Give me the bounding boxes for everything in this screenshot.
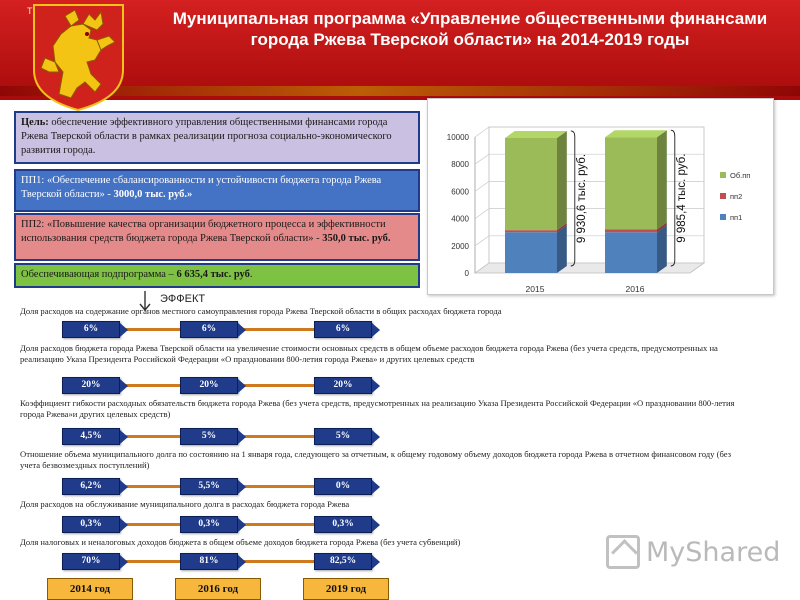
indicator-value: 0%	[314, 478, 372, 495]
bar-segment	[505, 232, 557, 273]
total-label: 9 930,6 тыс. руб.	[575, 153, 588, 244]
year-label: 2019 год	[303, 578, 389, 600]
indicator-text: Отношение объема муниципального долга по состоянию на 1 января года, следующего за отчетным, к общему годовому объему доходов бюджета города Ржева в отчетном финансовом году (без учета безвозмездных поступлений)	[20, 449, 732, 470]
indicator-text: Доля расходов бюджета города Ржева Тверской области на увеличение стоимости основных средств в общем объеме расходов бюджета города Ржева (без учета средств, предусмотренных на реализацию Указа Президента Российской Федерации «О праздновании 800-летия города Ржева» и других целевых средств	[20, 343, 718, 364]
bar-segment-side	[657, 130, 667, 229]
x-tick-label: 2015	[525, 284, 545, 294]
indicator-text: Доля расходов на обслуживание муниципального долга в расходах бюджета города Ржева	[20, 499, 350, 509]
x-tick-label: 2016	[625, 284, 645, 294]
goal-text: обеспечение эффективного управления общественными финансами города Ржева Тверской области в рамках реализации прогноза социально-экономического развития города.	[21, 117, 392, 156]
indicator-value: 5%	[314, 428, 372, 445]
legend-label: пп2	[730, 192, 743, 201]
bar-segment	[605, 229, 657, 232]
support-subprogram-box	[14, 263, 420, 288]
indicator-arrow-row	[0, 377, 400, 394]
indicator-value: 5,5%	[180, 478, 238, 495]
legend-label: Об.пп	[730, 171, 751, 180]
subprogram-2-box	[14, 213, 420, 261]
indicator-text: Доля расходов на содержание органов местного самоуправления города Ржева Тверской области в общих расходах бюджета города	[20, 306, 502, 316]
support-subprogram-text: Обеспечивающая подпрограмма –	[21, 269, 177, 280]
watermark-text: MyShared	[646, 536, 781, 568]
budget-chart-svg	[428, 99, 775, 296]
bar-segment-side	[657, 225, 667, 273]
subprogram-1-box	[14, 169, 420, 212]
budget-chart	[427, 98, 774, 295]
bar-segment	[605, 137, 657, 229]
indicator-value: 4,5%	[62, 428, 120, 445]
indicator-arrow-row	[0, 428, 400, 445]
legend-swatch	[720, 214, 726, 220]
support-subprogram-tail: .	[249, 269, 253, 280]
y-tick-label: 0	[464, 269, 469, 278]
indicator-text: Доля налоговых и неналоговых доходов бюджета в общем объеме доходов бюджета города Ржева (без учета субвенций)	[20, 537, 461, 547]
legend-swatch	[720, 172, 726, 178]
bar-segment-side	[557, 131, 567, 230]
y-tick-label: 6000	[451, 187, 469, 197]
indicator-value: 81%	[180, 553, 238, 570]
indicator-value: 20%	[314, 377, 372, 394]
lion-coat-of-arms-icon	[31, 2, 126, 112]
bar-segment	[605, 232, 657, 273]
goal-box	[14, 111, 420, 164]
watermark	[606, 535, 780, 569]
page-title: Муниципальная программа «Управление общественными финансами города Ржева Тверской области» на 2014-2019 годы	[172, 9, 768, 49]
indicator-value: 0,3%	[314, 516, 372, 533]
indicator-arrow-row	[0, 553, 400, 570]
watermark-icon	[606, 535, 640, 569]
indicator-value: 0,3%	[62, 516, 120, 533]
subprogram-2-amount: 350,0 тыс. руб.	[322, 233, 391, 244]
indicator-arrow-row	[0, 321, 400, 338]
corner-mark: Т	[27, 6, 33, 16]
indicator-value: 6%	[314, 321, 372, 338]
goal-label: Цель:	[21, 117, 49, 128]
indicator-value: 6%	[180, 321, 238, 338]
bar-top-face	[605, 130, 667, 137]
indicator-value: 20%	[180, 377, 238, 394]
support-subprogram-amount: 6 635,4 тыс. руб	[176, 269, 250, 280]
year-label: 2016 год	[175, 578, 261, 600]
indicator-value: 70%	[62, 553, 120, 570]
bar-top-face	[505, 131, 567, 138]
bar-segment	[505, 138, 557, 230]
y-tick-label: 2000	[451, 241, 469, 251]
bar-segment-side	[557, 225, 567, 273]
subprogram-1-amount: 3000,0 тыс. руб.»	[113, 189, 193, 200]
indicator-value: 5%	[180, 428, 238, 445]
indicator-value: 6,2%	[62, 478, 120, 495]
subprogram-1-text: ПП1: «Обеспечение сбалансированности и устойчивости бюджета города Ржева Тверской области» -	[21, 175, 382, 200]
legend-label: пп1	[730, 213, 743, 222]
year-label: 2014 год	[47, 578, 133, 600]
legend-swatch	[720, 193, 726, 199]
y-tick-label: 8000	[451, 160, 469, 170]
indicator-arrow-row	[0, 478, 400, 495]
indicator-value: 82,5%	[314, 553, 372, 570]
subprogram-2-text: ПП2: «Повышение качества организации бюджетного процесса и эффективности использования средств бюджета города Ржева Тверской области» -	[21, 219, 386, 244]
indicator-text: Коэффициент гибкости расходных обязательств бюджета города Ржева (без учета средств, предусмотренных на реализацию Указа Президента Российской Федерации «О праздновании 800-летия города Ржева»и других целевых средств)	[20, 398, 735, 419]
indicator-value: 0,3%	[180, 516, 238, 533]
effect-label: ЭФФЕКТ	[160, 293, 206, 305]
y-tick-label: 4000	[451, 214, 469, 224]
total-label: 9 985,4 тыс. руб.	[675, 153, 688, 243]
bar-segment	[505, 230, 557, 232]
indicator-value: 6%	[62, 321, 120, 338]
indicator-value: 20%	[62, 377, 120, 394]
indicator-arrow-row	[0, 516, 400, 533]
y-tick-label: 10000	[446, 133, 469, 142]
